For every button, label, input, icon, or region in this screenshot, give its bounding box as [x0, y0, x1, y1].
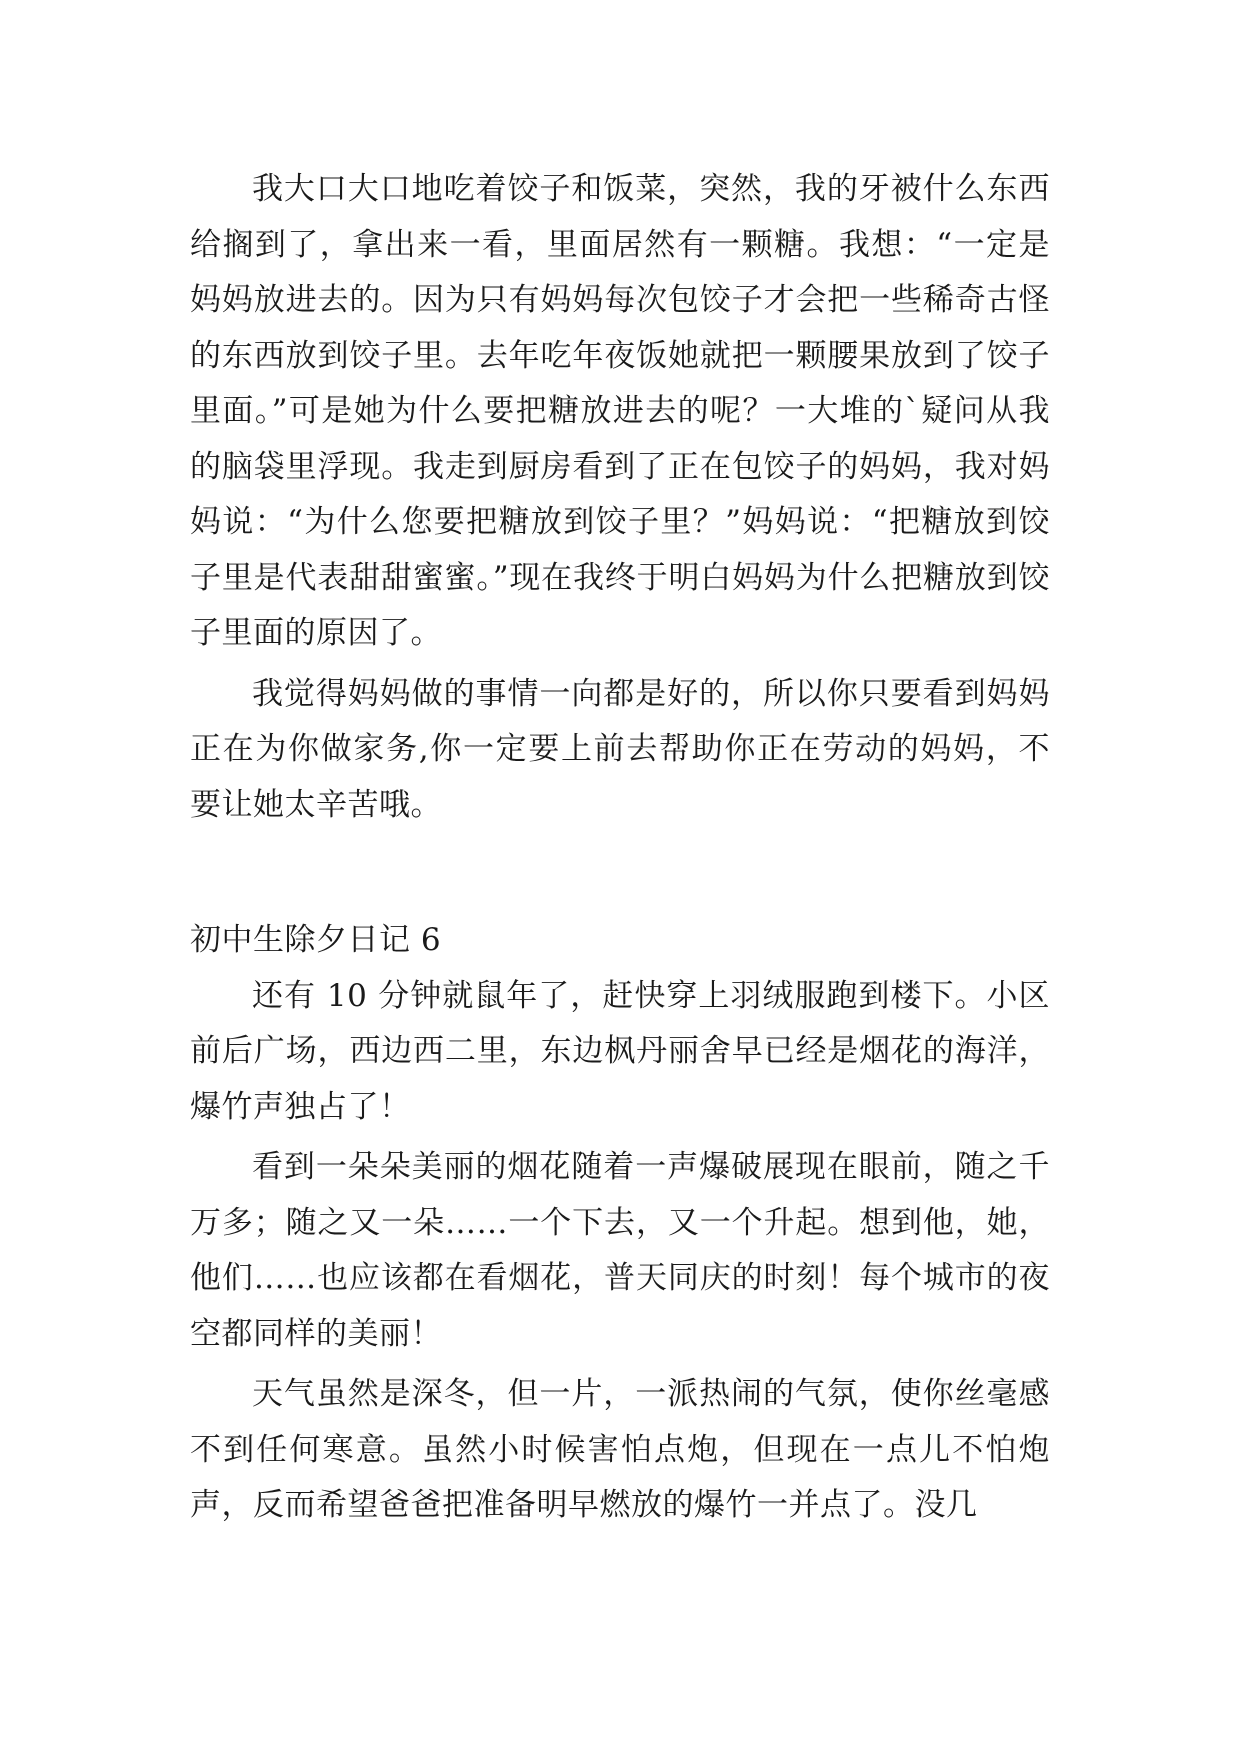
- paragraph: 我大口大口地吃着饺子和饭菜，突然，我的牙被什么东西给搁到了，拿出来一看，里面居然有一颗糖。我想：“一定是妈妈放进去的。因为只有妈妈每次包饺子才会把一些稀奇古怪的东西放到饺子里。去年吃年夜饭她就把一颗腰果放到了饺子里面。”可是她为什么要把糖放进去的呢？一大堆的`疑问从我的脑袋里浮现。我走到厨房看到了正在包饺子的妈妈，我对妈妈说：“为什么您要把糖放到饺子里？”妈妈说：“把糖放到饺子里是代表甜甜蜜蜜。”现在我终于明白妈妈为什么把糖放到饺子里面的原因了。: [190, 171, 1050, 651]
- paragraph: 我觉得妈妈做的事情一向都是好的，所以你只要看到妈妈正在为你做家务,你一定要上前去帮助你正在劳动的妈妈，不要让她太辛苦哦。: [190, 675, 1050, 823]
- section-title: 初中生除夕日记 6: [190, 922, 442, 958]
- section-spacer: [190, 833, 1050, 913]
- paragraph: 还有 10 分钟就鼠年了，赶快穿上羽绒服跑到楼下。小区前后广场，西边西二里，东边枫丹丽舍早已经是烟花的海洋，爆竹声独占了！: [190, 977, 1050, 1125]
- document-body: [190, 162, 1050, 1534]
- paragraph: 看到一朵朵美丽的烟花随着一声爆破展现在眼前，随之千万多；随之又一朵……一个下去，又一个升起。想到他，她，他们……也应该都在看烟花，普天同庆的时刻！每个城市的夜空都同样的美丽！: [190, 1149, 1050, 1352]
- paragraph: 天气虽然是深冬，但一片，一派热闹的气氛，使你丝毫感不到任何寒意。虽然小时候害怕点炮，但现在一点儿不怕炮声，反而希望爸爸把准备明早燃放的爆竹一并点了。没几: [190, 1376, 1050, 1523]
